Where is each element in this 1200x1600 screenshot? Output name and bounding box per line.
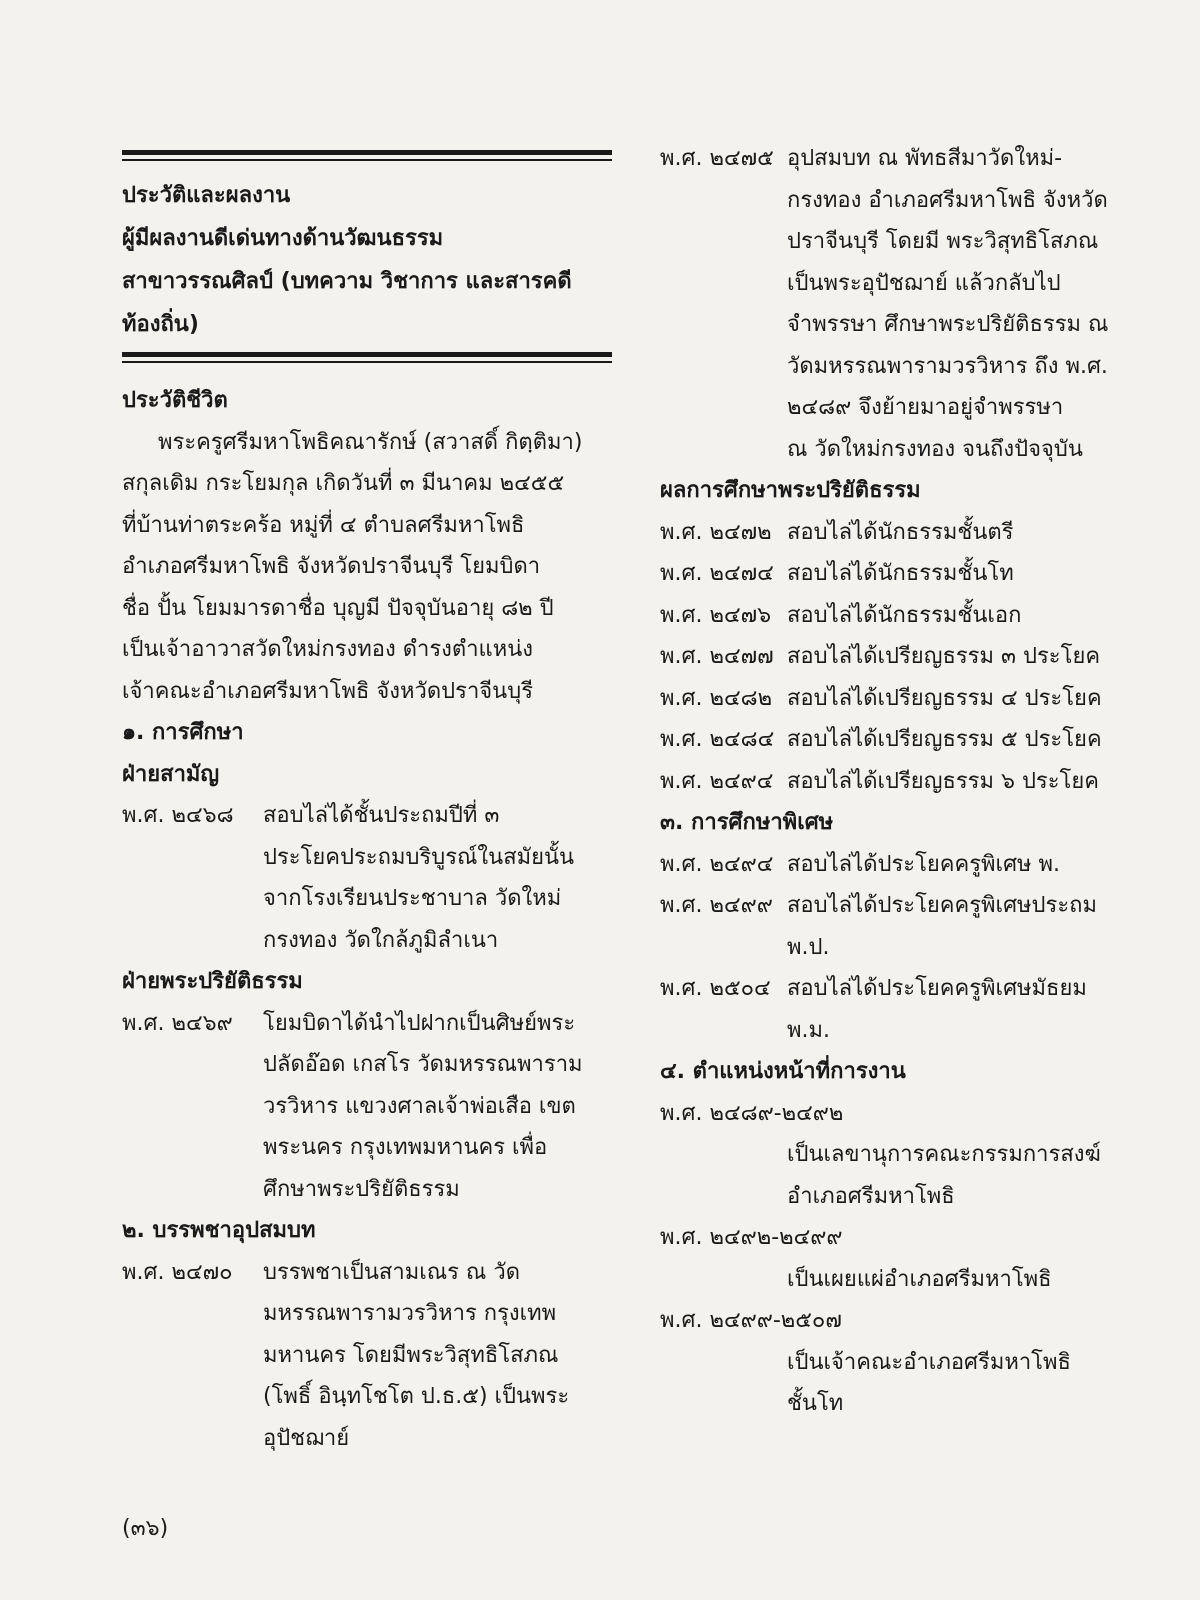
position-text: เป็นเจ้าคณะอำเภอศรีมหาโพธิ xyxy=(787,1349,1071,1375)
entry-year: พ.ศ. ๒๔๗๕ xyxy=(660,146,774,171)
result-row xyxy=(660,553,1170,595)
bio-line: พระครูศรีมหาโพธิคณารักษ์ (สวาสดิ์ กิตฺติมา) xyxy=(158,429,583,455)
result-row xyxy=(660,761,1170,803)
entry-text: สอบไล่ได้เปรียญธรรม ๕ ประโยค xyxy=(787,727,1102,752)
entry-cont: ๒๔๘๙ จึงย้ายมาอยู่จำพรรษา xyxy=(787,395,1064,420)
result-row xyxy=(660,678,1170,720)
ordination-entry-2 xyxy=(660,138,1170,180)
title-line-1: ประวัติและผลงาน xyxy=(122,183,291,208)
right-column xyxy=(660,138,1170,1425)
entry-cont: อุปัชฌาย์ xyxy=(263,1425,350,1451)
entry-cont: (โพธิ์ อินฺทโชโต ป.ธ.๕) เป็นพระ xyxy=(263,1384,570,1409)
dhamma-heading: ฝ่ายพระปริยัติธรรม xyxy=(122,969,303,994)
entry-text: สอบไล่ได้ประโยคครูพิเศษประถม xyxy=(787,893,1097,918)
entry-cont: มหานคร โดยมีพระวิสุทธิโสภณ xyxy=(263,1342,559,1368)
entry-cont: ปราจีนบุรี โดยมี พระวิสุทธิโสภณ xyxy=(787,229,1099,254)
entry-cont: พระนคร กรุงเทพมหานคร เพื่อ xyxy=(263,1135,548,1160)
position-years: พ.ศ. ๒๔๘๙-๒๔๙๒ xyxy=(660,1100,844,1126)
special-row xyxy=(660,844,1170,886)
entry-cont: จากโรงเรียนประชาบาล วัดใหม่ xyxy=(263,886,562,911)
entry-cont: วัดมหรรณพารามวรวิหาร ถึง พ.ศ. xyxy=(787,353,1108,379)
bio-line: เป็นเจ้าอาวาสวัดใหม่กรงทอง ดำรงตำแหน่ง xyxy=(122,637,534,662)
entry-text: บรรพชาเป็นสามเณร ณ วัด xyxy=(263,1259,520,1285)
entry-year: พ.ศ. ๒๔๙๙ xyxy=(660,893,773,918)
result-row xyxy=(660,512,1170,554)
position-text: เป็นเลขานุการคณะกรรมการสงฆ์ xyxy=(787,1142,1101,1167)
position-years: พ.ศ. ๒๔๙๙-๒๕๐๗ xyxy=(660,1308,842,1333)
bio-line: อำเภอศรีมหาโพธิ จังหวัดปราจีนบุรี โยมบิดา xyxy=(122,554,541,579)
special-row xyxy=(660,885,1170,927)
entry-text: สอบไล่ได้นักธรรมชั้นโท xyxy=(787,561,1014,586)
entry-year: พ.ศ. ๒๔๘๔ xyxy=(660,727,775,752)
top-rule xyxy=(122,150,612,161)
entry-year: พ.ศ. ๒๔๗๐ xyxy=(122,1259,233,1285)
entry-year: พ.ศ. ๒๔๙๔ xyxy=(660,851,774,877)
entry-text: สอบไล่ได้ประโยคครูพิเศษมัธยม xyxy=(787,976,1087,1001)
entry-year: พ.ศ. ๒๔๗๔ xyxy=(660,561,774,586)
title-line-3: สาขาวรรณศิลป์ (บทความ วิชาการ และสารคดี xyxy=(122,269,572,294)
entry-cont: มหรรณพารามวรวิหาร กรุงเทพ xyxy=(263,1301,557,1326)
special-heading: ๓. การศึกษาพิเศษ xyxy=(660,810,834,835)
title-block xyxy=(122,174,612,346)
left-column xyxy=(122,380,612,1459)
result-row xyxy=(660,636,1170,678)
ordination-entry xyxy=(122,1252,612,1294)
entry-cont: ณ วัดใหม่กรงทอง จนถึงปัจจุบัน xyxy=(787,436,1083,462)
results-heading: ผลการศึกษาพระปริยัติธรรม xyxy=(660,478,921,503)
entry-year: พ.ศ. ๒๔๖๙ xyxy=(122,1010,233,1036)
bio-line: ชื่อ ปั้น โยมมารดาชื่อ บุญมี ปัจจุบันอายุ ๘๒ ปี xyxy=(122,595,554,621)
entry-text: โยมบิดาได้นำไปฝากเป็นศิษย์พระ xyxy=(263,1010,576,1036)
result-row xyxy=(660,719,1170,761)
entry-year: พ.ศ. ๒๔๗๗ xyxy=(660,644,774,669)
entry-year: พ.ศ. ๒๔๙๔ xyxy=(660,768,774,794)
entry-text: สอบไล่ได้ประโยคครูพิเศษ พ. xyxy=(787,851,1061,877)
entry-year: พ.ศ. ๒๔๖๘ xyxy=(122,803,234,828)
bio-heading: ประวัติชีวิต xyxy=(122,388,228,413)
ordination-heading: ๒. บรรพชาอุปสมบท xyxy=(122,1218,316,1243)
entry-text: สอบไล่ได้นักธรรมชั้นตรี xyxy=(787,519,1014,545)
entry-cont: เป็นพระอุปัชฌาย์ แล้วกลับไป xyxy=(787,270,1061,296)
bio-line: ที่บ้านท่าตระคร้อ หมู่ที่ ๔ ตำบลศรีมหาโพธิ xyxy=(122,512,525,538)
position-years: พ.ศ. ๒๔๙๒-๒๔๙๙ xyxy=(660,1225,843,1250)
position-text: ชั้นโท xyxy=(787,1391,844,1416)
entry-cont: ศึกษาพระปริยัติธรรม xyxy=(263,1176,460,1202)
entry-year: พ.ศ. ๒๔๗๖ xyxy=(660,602,772,628)
entry-text: สอบไล่ได้เปรียญธรรม ๖ ประโยค xyxy=(787,768,1099,794)
general-entry xyxy=(122,795,612,837)
bio-line: เจ้าคณะอำเภอศรีมหาโพธิ จังหวัดปราจีนบุรี xyxy=(122,678,534,704)
page-number: (๓๖) xyxy=(122,1516,169,1541)
title-line-4: ท้องถิ่น) xyxy=(122,312,199,337)
section-rule xyxy=(122,352,612,363)
special-row xyxy=(660,968,1170,1010)
entry-text: สอบไล่ได้เปรียญธรรม ๔ ประโยค xyxy=(787,685,1102,711)
entry-cont: วรวิหาร แขวงศาลเจ้าพ่อเสือ เขต xyxy=(263,1093,576,1119)
positions-heading: ๔. ตำแหน่งหน้าที่การงาน xyxy=(660,1059,906,1084)
position-text: อำเภอศรีมหาโพธิ xyxy=(787,1183,955,1209)
title-line-2: ผู้มีผลงานดีเด่นทางด้านวัฒนธรรม xyxy=(122,226,444,251)
entry-cont: พ.ม. xyxy=(787,1017,830,1043)
education-heading: ๑. การศึกษา xyxy=(122,720,244,745)
entry-text: อุปสมบท ณ พัทธสีมาวัดใหม่- xyxy=(787,146,1063,171)
entry-year: พ.ศ. ๒๕๐๔ xyxy=(660,976,771,1001)
entry-cont: กรงทอง วัดใกล้ภูมิลำเนา xyxy=(263,927,499,953)
entry-cont: จำพรรษา ศึกษาพระปริยัติธรรม ณ xyxy=(787,312,1109,337)
entry-text: สอบไล่ได้นักธรรมชั้นเอก xyxy=(787,602,1022,628)
entry-cont: ประโยคประถมบริบูรณ์ในสมัยนั้น xyxy=(263,844,575,870)
result-row xyxy=(660,595,1170,637)
entry-year: พ.ศ. ๒๔๗๒ xyxy=(660,519,772,545)
entry-cont: กรงทอง อำเภอศรีมหาโพธิ จังหวัด xyxy=(787,187,1108,213)
general-heading: ฝ่ายสามัญ xyxy=(122,761,220,787)
dhamma-entry xyxy=(122,1003,612,1045)
entry-year: พ.ศ. ๒๔๘๒ xyxy=(660,685,773,711)
position-text: เป็นเผยแผ่อำเภอศรีมหาโพธิ xyxy=(787,1266,1052,1292)
entry-text: สอบไล่ได้เปรียญธรรม ๓ ประโยค xyxy=(787,644,1101,669)
entry-cont: พ.ป. xyxy=(787,934,830,960)
entry-text: สอบไล่ได้ชั้นประถมปีที่ ๓ xyxy=(263,803,500,828)
bio-line: สกุลเดิม กระโยมกุล เกิดวันที่ ๓ มีนาคม ๒๔๕๕ xyxy=(122,471,565,496)
entry-cont: ปลัดอ๊อด เกสโร วัดมหรรณพาราม xyxy=(263,1052,583,1077)
